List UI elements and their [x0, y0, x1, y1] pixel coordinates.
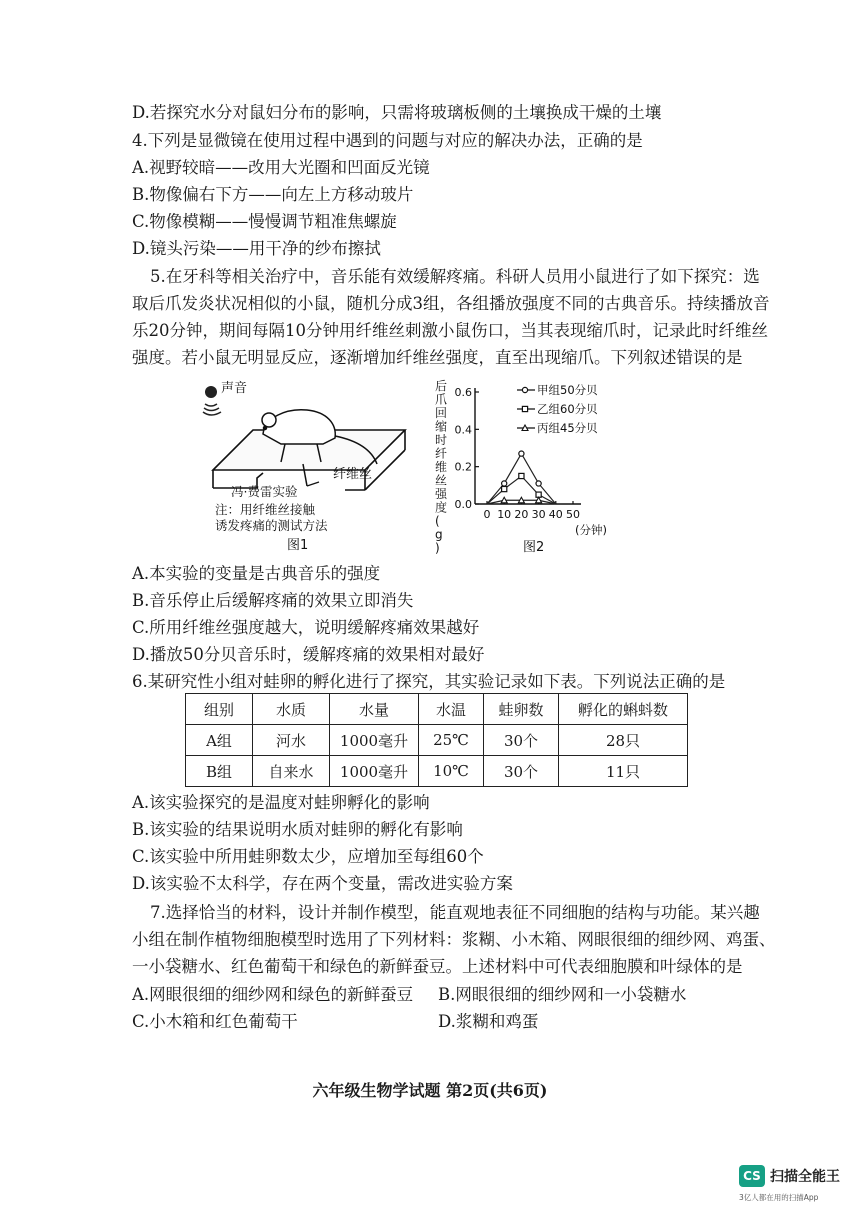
legend-label: 丙组45分贝 [537, 421, 598, 435]
speaker-icon [203, 386, 221, 415]
experiment-table [185, 693, 688, 787]
mouse-platform-illustration [195, 378, 410, 553]
q6-option-b: B.该实验的结果说明水质对蛙卵的孵化有影响 [132, 820, 463, 839]
table-cell: B组 [186, 756, 253, 787]
y-tick-label: 0.2 [454, 460, 472, 474]
q4-option-a: A.视野较暗——改用大光圈和凹面反光镜 [132, 158, 430, 177]
x-tick-label: 50 [566, 508, 580, 521]
table-cell: 河水 [253, 725, 330, 756]
data-point [518, 497, 524, 503]
q5-stem-line-3: 乐20分钟，期间每隔10分钟用纤维丝刺激小鼠伤口，当其表现缩爪时，记录此时纤维丝 [132, 321, 768, 340]
watermark-name: 扫描全能王 [770, 1169, 840, 1185]
q5-stem-line-4: 强度。若小鼠无明显反应，逐渐增加纤维丝强度，直至出现缩爪。下列叙述错误的是 [132, 348, 743, 367]
q6-option-c: C.该实验中所用蛙卵数太少，应增加至每组60个 [132, 847, 484, 866]
y-tick-label: 0.6 [454, 386, 472, 399]
q7-option-a: A.网眼很细的细纱网和绿色的新鲜蚕豆 [132, 985, 414, 1004]
x-tick-label: 20 [514, 508, 529, 521]
data-point [501, 497, 507, 503]
data-point [502, 486, 507, 491]
data-point [522, 425, 528, 431]
x-tick-label: 30 [531, 508, 546, 521]
header-tadpole-count: 孵化的蝌蚪数 [559, 694, 688, 725]
data-point [522, 387, 527, 392]
table-cell: 自来水 [253, 756, 330, 787]
q6-stem: 6.某研究性小组对蛙卵的孵化进行了探究，其实验记录如下表。下列说法正确的是 [132, 672, 726, 691]
q5-stem-line-1: 5.在牙科等相关治疗中，音乐能有效缓解疼痛。科研人员用小鼠进行了如下探究：选 [150, 267, 760, 286]
y-tick-label: 0.4 [454, 423, 472, 437]
y-axis-label [435, 379, 448, 555]
q7-stem-line-2: 小组在制作植物细胞模型时选用了下列材料：浆糊、小木箱、网眼很细的细纱网、鸡蛋、 [132, 930, 776, 949]
y-tick-label: 0.0 [454, 498, 472, 511]
table-cell: 30个 [484, 756, 559, 787]
q7-stem-line-3: 一小袋糖水、红色葡萄干和绿色的新鲜蚕豆。上述材料中可代表细胞膜和叶绿体的是 [132, 957, 743, 976]
legend-label: 甲组50分贝 [537, 383, 598, 397]
q3-option-d: D.若探究水分对鼠妇分布的影响，只需将玻璃板侧的土壤换成干燥的土壤 [132, 103, 662, 122]
watermark-tagline: 3亿人都在用的扫描App [739, 1193, 819, 1202]
fig1-caption-3: 诱发疼痛的测试方法 [215, 518, 328, 533]
table-row [186, 756, 688, 787]
legend-entry [517, 421, 598, 435]
fiber-label: 纤维丝 [333, 467, 373, 482]
legend-entry [517, 402, 598, 416]
q7-option-c: C.小木箱和红色葡萄干 [132, 1012, 298, 1031]
x-tick-label: 0 [483, 508, 491, 521]
q4-option-c: C.物像模糊——慢慢调节粗准焦螺旋 [132, 212, 397, 231]
data-point [536, 497, 542, 503]
header-water-volume: 水量 [330, 694, 419, 725]
table-header-row [186, 694, 688, 725]
table-cell: A组 [186, 725, 253, 756]
x-tick-label: 10 [497, 508, 512, 521]
q7-stem-line-1: 7.选择恰当的材料，设计并制作模型，能直观地表征不同细胞的结构与功能。某兴趣 [150, 903, 760, 922]
fig2-label: 图2 [523, 540, 545, 555]
page-footer: 六年级生物学试题 第2页(共6页) [312, 1081, 548, 1100]
q6-option-d: D.该实验不太科学，存在两个变量，需改进实验方案 [132, 874, 513, 893]
q4-option-d: D.镜头污染——用干净的纱布擦拭 [132, 239, 381, 258]
figure-2 [425, 378, 625, 556]
q4-stem: 4.下列是显微镜在使用过程中遇到的问题与对应的解决办法，正确的是 [132, 131, 643, 150]
data-point [502, 481, 507, 486]
data-point [519, 451, 524, 456]
q7-option-d: D.浆糊和鸡蛋 [438, 1012, 539, 1031]
fig1-caption-1: 冯·费雷实验 [231, 484, 298, 499]
camscanner-logo-icon: CS [739, 1165, 765, 1187]
table-cell: 25℃ [419, 725, 484, 756]
fig1-caption-2: 注：用纤维丝接触 [215, 502, 316, 517]
sound-label: 声音 [221, 381, 248, 396]
legend-label: 乙组60分贝 [537, 402, 598, 416]
header-egg-count: 蛙卵数 [484, 694, 559, 725]
q5-option-b: B.音乐停止后缓解疼痛的效果立即消失 [132, 591, 414, 610]
q5-option-d: D.播放50分贝音乐时，缓解疼痛的效果相对最好 [132, 645, 485, 664]
table-cell: 10℃ [419, 756, 484, 787]
x-tick-label: 40 [548, 508, 563, 521]
data-point [519, 473, 524, 478]
header-water-temp: 水温 [419, 694, 484, 725]
table-cell: 28只 [559, 725, 688, 756]
header-water-quality: 水质 [253, 694, 330, 725]
q5-stem-line-2: 取后爪发炎状况相似的小鼠，随机分成3组，各组播放强度不同的古典音乐。持续播放音 [132, 294, 770, 313]
header-group: 组别 [186, 694, 253, 725]
y-axis-label-text: 后爪回缩时纤维丝强度( g ) [435, 379, 448, 555]
data-point [536, 481, 541, 486]
table-row [186, 725, 688, 756]
q5-option-a: A.本实验的变量是古典音乐的强度 [132, 564, 381, 583]
x-axis-label: (分钟) [575, 523, 607, 537]
table-cell: 1000毫升 [330, 725, 419, 756]
scanner-watermark [739, 1165, 840, 1202]
table-cell: 1000毫升 [330, 756, 419, 787]
figure-1 [195, 378, 410, 553]
q5-option-c: C.所用纤维丝强度越大，说明缓解疼痛效果越好 [132, 618, 480, 637]
line-chart [425, 378, 625, 556]
table-cell: 30个 [484, 725, 559, 756]
q7-option-b: B.网眼很细的细纱网和一小袋糖水 [438, 985, 687, 1004]
q6-option-a: A.该实验探究的是温度对蛙卵孵化的影响 [132, 793, 430, 812]
fig1-label: 图1 [287, 538, 309, 553]
table-cell: 11只 [559, 756, 688, 787]
q4-option-b: B.物像偏右下方——向左上方移动玻片 [132, 185, 414, 204]
data-point [522, 406, 527, 411]
legend-entry [517, 383, 598, 397]
